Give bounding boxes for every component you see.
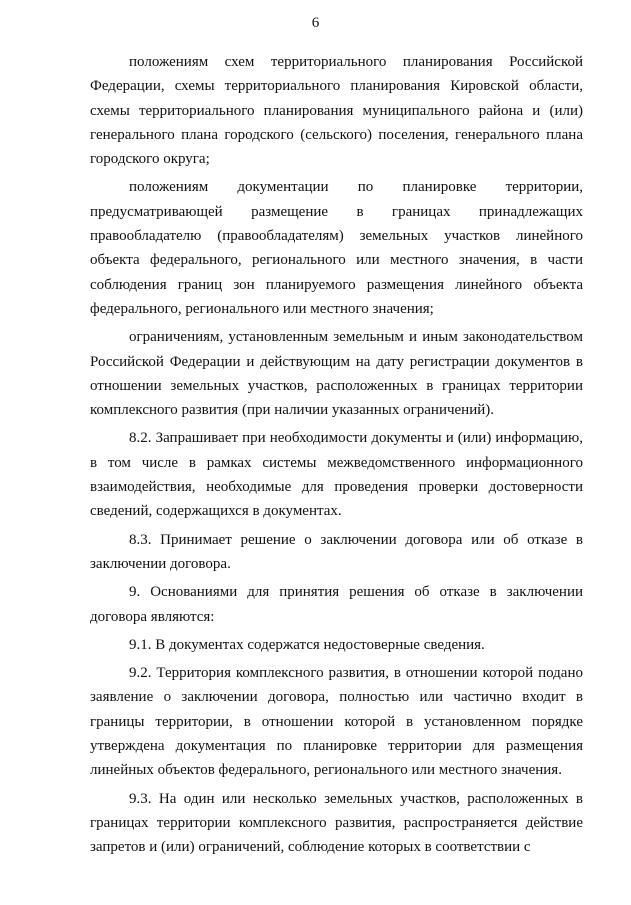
paragraph-9: 9. Основаниями для принятия решения об отказе в заключении договора являются:: [90, 584, 583, 625]
paragraph-8-2: 8.2. Запрашивает при необходимости документы и (или) информацию, в том числе в рамках системы межведомственного информационного взаимодействия, необходимые для проведения проверки достоверности сведений, содержащихся в документах.: [90, 430, 583, 520]
paragraph-spatial-planning-schemes: положениям схем территориального планирования Российской Федерации, схемы территориального планирования Кировской области, схемы территориального планирования муниципального района и (или) генерального плана городского (сельского) поселения, генерального плана городского округа;: [90, 54, 583, 168]
paragraph-9-1: 9.1. В документах содержатся недостоверные сведения.: [129, 636, 485, 653]
paragraph-9-2: 9.2. Территория комплексного развития, в отношении которой подано заявление о заключении договора, полностью или частично входит в границы территории, в отношении которой в установленном порядке утверждена документация по планировке территории для размещения линейных объектов федерального, регионального или местного значения.: [90, 665, 583, 779]
paragraph-legal-restrictions: ограничениям, установленным земельным и иным законодательством Российской Федерации и действующим на дату регистрации документов в отношении земельных участков, расположенных в границах территории комплексного развития (при наличии указанных ограничений).: [90, 329, 583, 419]
page-number: 6: [311, 15, 320, 31]
paragraph-planning-documentation: положениям документации по планировке территории, предусматривающей размещение в границах принадлежащих правообладателю (правообладателям) земельных участков линейного объекта федерального, регионального или местного значения, в части соблюдения границ зон планируемого размещения линейного объекта федерального, регионального или местного значения;: [90, 179, 583, 317]
paragraph-9-3: 9.3. На один или несколько земельных участков, расположенных в границах территории комплексного развития, распространяется действие запретов и (или) ограничений, соблюдение которых в соответствии с: [90, 790, 583, 856]
document-body: [90, 50, 583, 860]
paragraph-8-3: 8.3. Принимает решение о заключении договора или об отказе в заключении договора.: [90, 531, 583, 572]
